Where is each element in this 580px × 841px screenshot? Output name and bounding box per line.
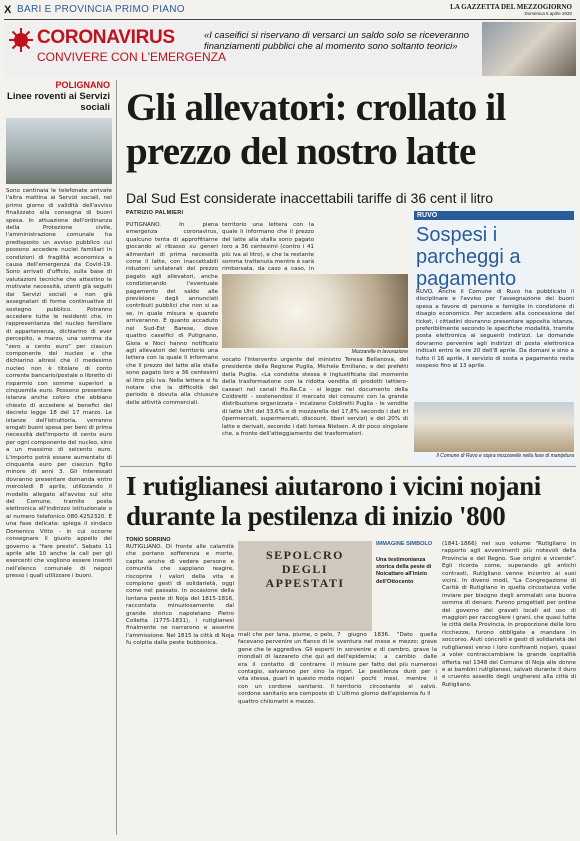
main-subheadline: Dal Sud Est considerate inaccettabili tariffe di 36 cent il litro: [126, 190, 494, 206]
section-marker: X: [4, 4, 12, 16]
ruvo-headline: Sospesi i parcheggi a pagamento: [416, 224, 521, 290]
main-byline: PATRIZIO PALMIERI: [126, 210, 184, 216]
image-caption: Una testimonianza storica della peste di Noicattaro all'inizio dell'Ottocento: [376, 557, 432, 585]
image-label: IMMAGINE SIMBOLO: [376, 541, 433, 547]
virus-icon: [8, 27, 34, 53]
second-body-col1: RUTIGLIANO. Di fronte alle calamità che portano sofferenza e morte, capita anche di vedere persone e comunità che sappiano reagire, riscoprire i valori della vita e compiono gesti di solidarietà, oggi come nel passato. In occasione della lontana peste di Noja del 1815-1816, raccontata minuziosamente dal grande storico napoletano Pietro Colletta (1775-1831), i rutiglianesi finalmente ne narrarono e asserire l'ammissione. Nel 1815 la città di Noja fu colpita dalla peste bubbonica.: [126, 544, 234, 647]
mozzarella-photo: [222, 274, 408, 348]
main-body-col1: PUTIGNANO. In piena emergenza coronavirus, qualcuno tenta di approfittarne giocando al ribasso su generi alimentari di prima necessità come il latte, con inaccettabili riduzioni unilaterali del prezzo pagato agli allevatori, anche condizionando l'eventuale pagamento del saldo alle previsione degli annunciati contributi pubblici che non si sa se, in quale misura e quando arriveranno. È quanto accaduto nel Sud-Est Barese, dove quattro caseifici di Putignano, Gioia e Noci hanno notificato agli allevatori del territorio una lettera con la quale li informano che il prezzo del latte alla stalla sono pagato loro a 36 centesimi al litro più iva. Nella lettera si fa notare che la difficoltà del periodo è dovuta alla chiusura delle attività commerciali.: [126, 222, 218, 406]
column-divider: [116, 80, 117, 835]
banner-photo: [482, 22, 576, 76]
ruvo-body: RUVO. Anche il Comune di Ruvo ha pubblicato il disciplinare e l'avviso per l'assegnazione dei buoni spesa a favore di persone e famiglie in condizione di disagio economico. Per accedere alla concessione dei ticket, i cittadini dovranno presentare apposita istanza, preferibilmente secondo le specifiche modalità, tramite posta elettronica ai seguenti indirizzi. Le domande dovranno pervenire agli indirizzi di posta elettronica indicati entro le ore 20 dell'8 aprile. Da domani e sino a tutto il 16 aprile, il servizio di sosta a pagamento resta sospeso fino al 13 aprile.: [416, 289, 574, 370]
banner-quote: «I caseifici si riservano di versarci un saldo solo se riceveranno finanziamenti pubblici che al momento sono soltanto teorici»: [204, 30, 470, 52]
banner-subtitle: CONVIVERE CON L'EMERGENZA: [37, 50, 226, 64]
second-headline: I rutiglianesi aiutarono i vicini nojani durante la pestilenza di inizio '800: [126, 471, 541, 531]
left-column-location: POLIGNANO: [55, 80, 110, 90]
article-separator: [120, 466, 576, 467]
left-column-photo: [6, 118, 112, 184]
ruvo-photo-caption: Il Comune di Ruvo e sopra mozzarelle nella fase di manipitura: [436, 453, 574, 459]
mozzarella-photo-caption: Mozzarelle in lavorazione: [351, 349, 408, 355]
section-title: BARI E PROVINCIA PRIMO PIANO: [17, 4, 185, 15]
banner-title: CORONAVIRUS: [37, 27, 175, 48]
left-column-body: Sono centinaia le telefonate arrivate l'altra mattina ai Servizi sociali, nel primo giorno di validità dell'avviso finalizzato alla consegna di buoni spesa. In attuazione dell'ordinanza della Protezione civile, l'amministrazione comunale ha predisposto un avviso pubblico cui possono accedere nuclei familiari in condizioni di fragilità economica a causa dell'emergenza da Covid-19. Sono arrivati d'ufficio, sulla base di valutazioni tecniche che attestino le motivate necessità, utenti già seguiti dai Servizi sociali e non già assegnatari di forme continuative di sostegno pubblico. Potranno accedere tutte le residenti che, in rappresentanza del nucleo familiare di appartenenza, dichiarino di aver percepito, a marzo, una somma da "zero a cento euro" per ciascun componente del nucleo e che dichiarino altresì che il medesimo nucleo non è titolare di conto corrente bancario/postale o libretto di risparmio con somme superiori a cinquemila euro. Possono presentare istanza anche coloro che abbiano chiesto di accedere ai benefici del decreto legge 18 del 17 marzo. Le istanze dell'istruttoria, verranno erogati buoni spesa per beni di prima necessità dell'importo di cento euro per ogni componente del nucleo, sino a un massimo di seicento euro. L'importo potrà essere aumentato di cinquanta euro per ciascun figlio minore di anni 3. Gli interessati dovranno presentare domanda entro mercoledì 8 aprile, utilizzando il modello allegato all'avviso sul sito del Comune, tramite posta elettronica all'indirizzo istituzionale o al numero telefonico 080.4252320. È una fase delicata: spiega il sindaco Domenico Vitto - in cui occorre consegnare il giusto appello del governo a "fare presto". Sabato 11 aprile alle 10 anche la call per gli esercenti che vogliono essere inseriti nell'elenco comunale di negozi presso i quali utilizzare i buoni.: [6, 188, 112, 580]
left-column-title: Linee roventi ai Servizi sociali: [7, 91, 110, 113]
header-rule: [4, 19, 576, 20]
main-body-col2: territorio una lettera con la quale li informano che il prezzo del latte alla stalla sono pagato loro a 36 centesimi (contro i 41 più iva al litro), e che la restante somma trattenuta mentre è sarà rimborsata, da caso a caso, in: [222, 222, 314, 273]
ruvo-photo: [414, 402, 574, 452]
publication-name: LA GAZZETTA DEL MEZZOGIORNO: [450, 3, 572, 11]
second-body-col4: (1841-1866) nel suo volume "Rutigliano in rapporto agli avvenimenti più notevoli della Provincia e del Regno. Sue origini e vicende". Egli ricorda come, superando gli antichi contrasti, Rutigliano venne incontro ai suoi vicini. In diversi modi, "La Congregazione di Carità di Rutigliano in quella circostanza volle inviare per bisogno degli ammalati una buona somma di denaro. Furono progettati per ordine del governo dei gravati locali ad uso di maggiori per raccogliere i grani, che quasi tutte le città della Provincia, in proporzione delle loro ricchezze, furono obbligate a mandare in soccorso. Aiuti concreti e gesti di solidarietà dei rutiglianesi verso i loro confinanti nojani, quasi a voler contraccambiare la grande ospitalità offerta nel 1348 del Comune di Noja alle donne e ai bambini rutiglianesi, salvati durante il duro e cruento assedio degli ungheresi alla città di Rutigliano.: [442, 541, 576, 688]
issue-date: Domenica 5 aprile 2020: [524, 11, 572, 16]
main-body-col3: vocato l'intervento urgente del ministro Teresa Bellanova, del presidente della Regione Puglia, Michele Emiliano, e dei prefetti della Puglia. «La condotta stessa è ingiustificata dal momento della trasformazione con la ridotta vendita di prodotti lattiero-caseari nel canali Ho.Re.Ca - si legge nel documento della Coldiretti - sostenendosi il mercato dei consumi con la grande distribuzione organizzata - incalzano Coldiretti Puglia - le vendite di latte Uht del 33,6% e di mozzarella del 17,8% secondo i dati Iri (ipermercati, supermercati, discount, liberi servizi) e del 20% di latte e derivati, secondo i dati Ismea Nielsen. A dir poco singolare che, a fronte dell'atteggiamento dei trasformatori.: [222, 357, 408, 438]
ruvo-label: RUVO: [414, 211, 574, 220]
plaque-inscription: SEPOLCRO DEGLI APPESTATI: [265, 548, 345, 590]
second-body-col2: mali che per lana, piume, o pelo, facevano pervenire un fianco di le gene che le aggrediva. Gli esperti mondiali di lazzareto che qui ad era il contatto di contrarre il contagio, salvarono per sino la vita stessa, guarì in questo modo con un cordone sanitario. Il cordone sanitario era composto di quattro chilometri e mezzo.: [238, 632, 334, 705]
main-headline: Gli allevatori: crollato il prezzo del nostro latte: [126, 86, 506, 173]
second-byline: TONIO SORRINO: [126, 537, 171, 543]
second-body-col3: 7 giugno 1836. "Dato quella sventura nel mese e mezzo; grave in sorvenire e di cambro, grave la dell'epidemia; a cambio dalle misure per fatto dei più numerosi rigori. Le pestilenza durò per i nojani pochi mesi, mentre il territorio circostante si salvò. L'ultimo giorno dell'epidemia fu il: [337, 632, 437, 698]
